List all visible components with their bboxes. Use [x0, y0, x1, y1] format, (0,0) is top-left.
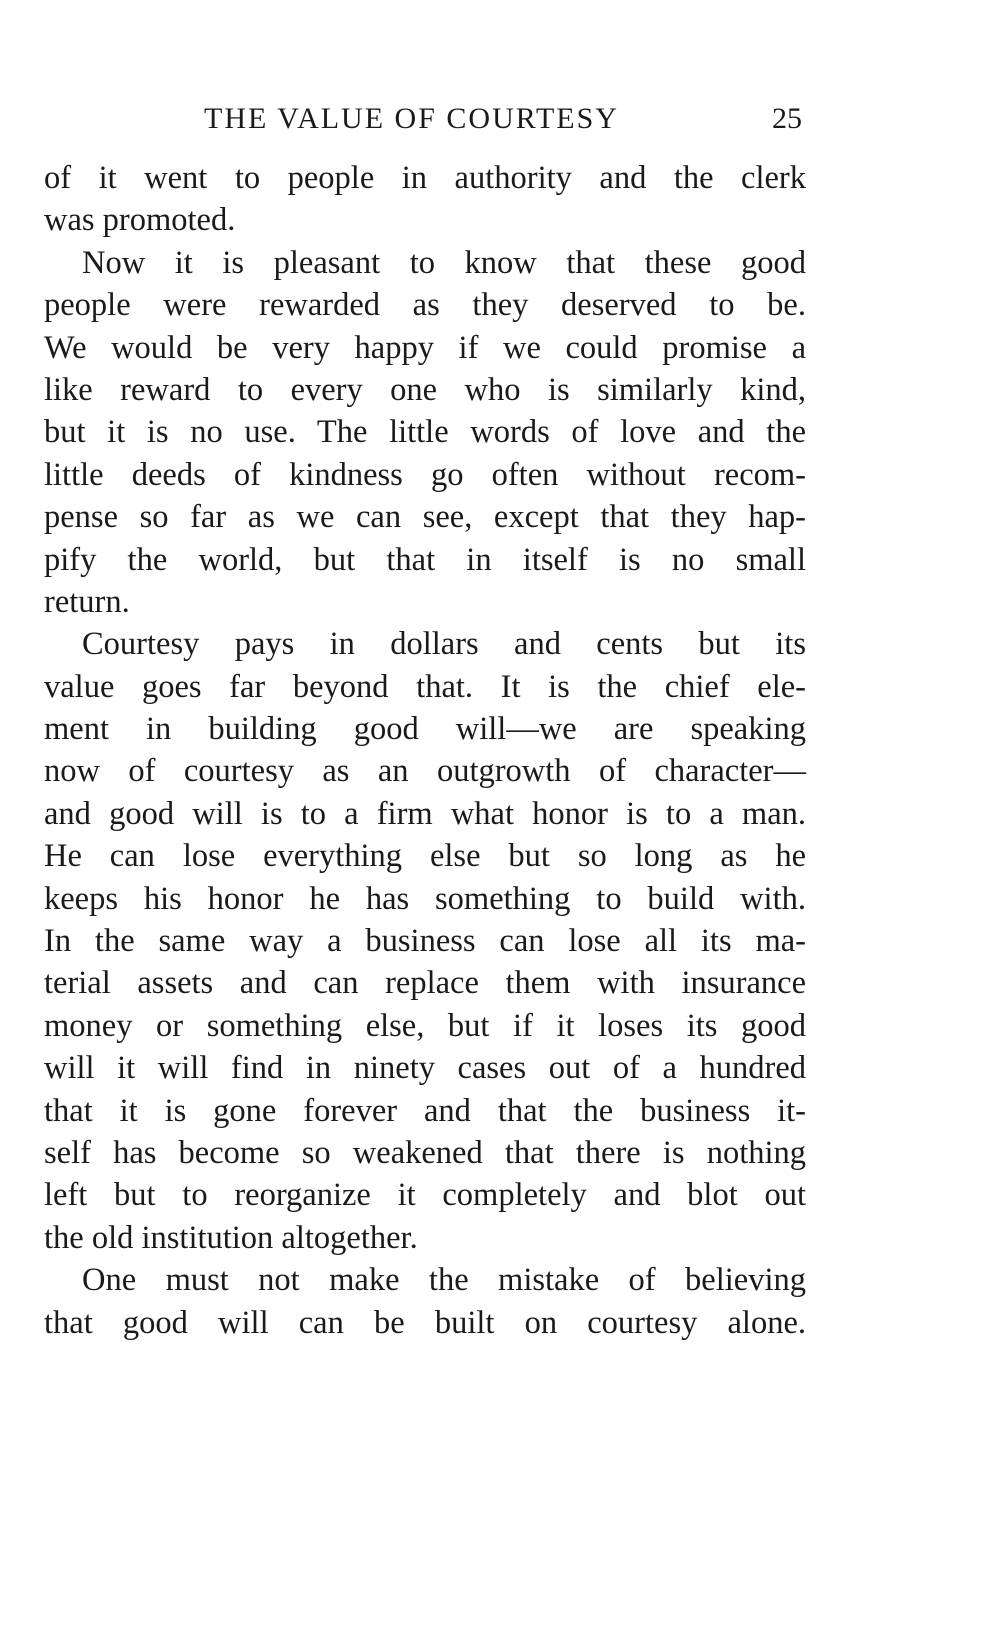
- text-line: ment in building good will—we are speaking: [44, 711, 806, 748]
- text-line: pense so far as we can see, except that they hap-: [44, 499, 806, 536]
- running-head: [44, 102, 806, 142]
- text-line: self has become so weakened that there is nothing: [44, 1134, 806, 1171]
- text-line: return.: [44, 583, 130, 620]
- text-line: the old institution altogether.: [44, 1219, 418, 1256]
- paragraph-first-line: Courtesy pays in dollars and cents but its: [82, 626, 806, 663]
- text-line: He can lose everything else but so long as he: [44, 838, 806, 875]
- body-text: [44, 157, 806, 1344]
- text-line: but it is no use. The little words of love and the: [44, 414, 806, 451]
- text-line: money or something else, but if it loses its good: [44, 1007, 806, 1044]
- text-line: now of courtesy as an outgrowth of character—: [44, 753, 806, 790]
- text-line: like reward to every one who is similarly kind,: [44, 371, 806, 408]
- text-line: was promoted.: [44, 202, 236, 239]
- text-line: keeps his honor he has something to build with.: [44, 880, 806, 917]
- text-line: and good will is to a firm what honor is to a man.: [44, 795, 806, 832]
- paragraph-first-line: One must not make the mistake of believing: [82, 1262, 806, 1299]
- text-line: people were rewarded as they deserved to be.: [44, 287, 806, 324]
- text-line: that good will can be built on courtesy alone.: [44, 1304, 806, 1341]
- page-number: 25: [772, 102, 802, 135]
- text-line: terial assets and can replace them with insurance: [44, 965, 806, 1002]
- text-line: In the same way a business can lose all its ma-: [44, 923, 806, 960]
- paragraph-first-line: Now it is pleasant to know that these good: [82, 244, 806, 281]
- text-line: little deeds of kindness go often without recom-: [44, 456, 806, 493]
- text-line: that it is gone forever and that the business it-: [44, 1092, 806, 1129]
- text-line: pify the world, but that in itself is no small: [44, 541, 806, 578]
- text-line: will it will find in ninety cases out of a hundred: [44, 1050, 806, 1087]
- running-title: THE VALUE OF COURTESY: [204, 102, 619, 135]
- text-line: of it went to people in authority and the clerk: [44, 160, 806, 196]
- text-line: value goes far beyond that. It is the chief ele-: [44, 668, 806, 705]
- book-page: [44, 0, 806, 1633]
- text-line: We would be very happy if we could promise a: [44, 329, 806, 366]
- text-line: left but to reorganize it completely and blot out: [44, 1177, 806, 1214]
